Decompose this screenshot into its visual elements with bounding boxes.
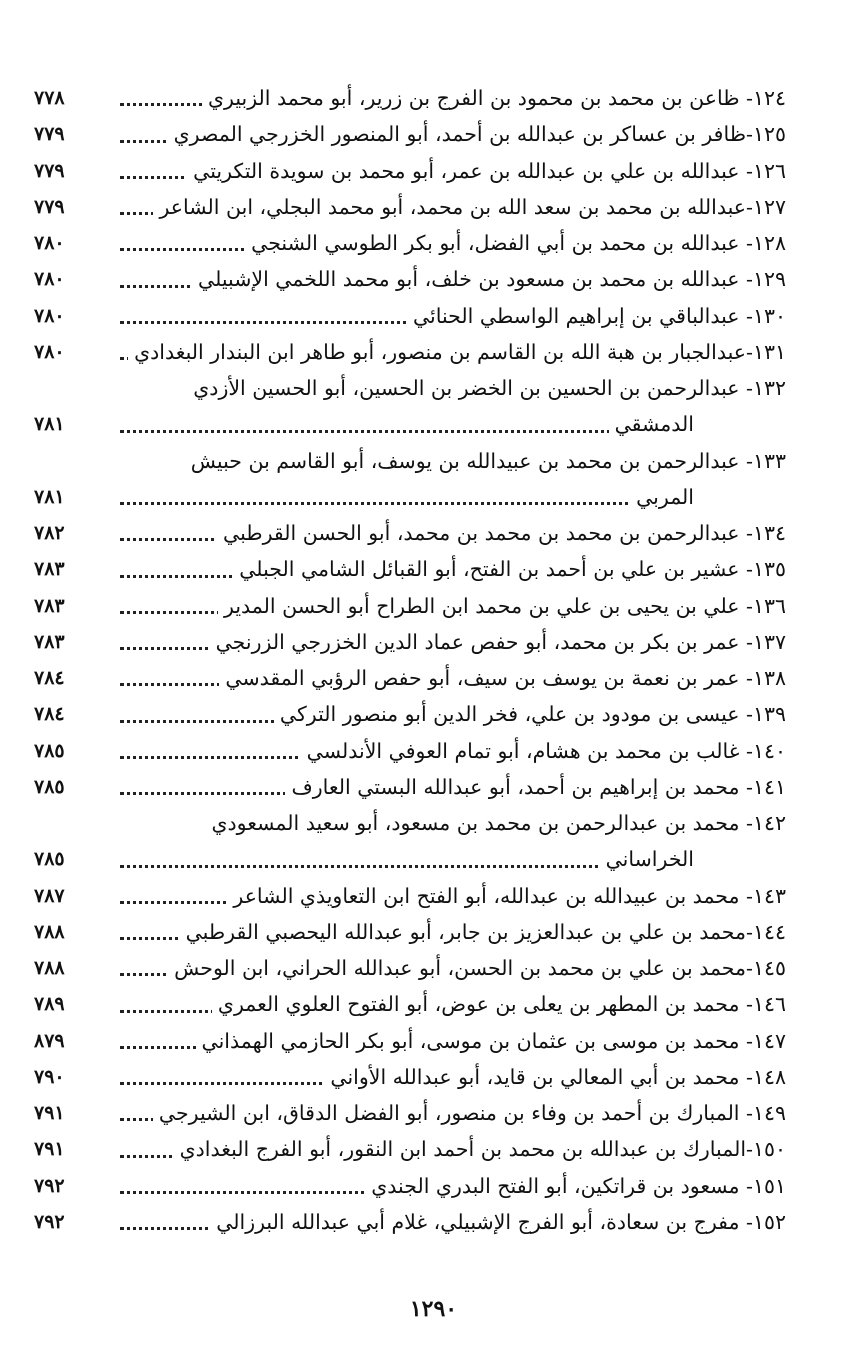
entry-text-cell [120,406,786,442]
entry-text: ١٢٧-عبدالله بن محمد بن سعد الله بن محمد، أبو محمد البجلي، ابن الشاعر [153,195,786,219]
entry-page-number: ٧٨١ [34,413,65,436]
entry-page-number: ٧٨٤ [34,667,65,689]
index-entry [34,1059,786,1095]
entry-text-cell [120,443,786,479]
entry-page-number: ٧٨٠ [34,232,65,254]
entry-text-cell [120,334,786,370]
index-entry-continuation [34,406,786,442]
entry-text: ١٤٤-محمد بن علي بن عبدالعزيز بن جابر، أبو عبدالله اليحصبي القرطبي [180,920,786,944]
entry-page-number: ٨٧٩ [34,1029,65,1052]
entry-text-cell [120,1023,786,1059]
entry-text-cell [120,1059,786,1095]
entry-page-number: ٧٨٠ [34,340,65,363]
entry-page-number: ٧٨٨ [34,920,65,943]
page-number: ١٢٩٠ [409,1296,458,1322]
entry-text: ١٢٥-ظافر بن عساكر بن عبدالله بن أحمد، أبو المنصور الخزرجي المصري [168,122,786,146]
entry-text: ١٣٦- علي بن يحيى بن علي بن محمد ابن الطراح أبو الحسن المدير [218,594,786,618]
entry-text-cell [120,479,786,515]
entry-page-number: ٧٨٣ [34,630,65,653]
entry-text-cell [120,1204,786,1240]
index-entry [34,334,786,370]
entry-page-number: ٧٨٣ [34,594,65,617]
entry-text: ١٤٨- محمد بن أبي المعالي بن قايد، أبو عبدالله الأواني [324,1065,786,1089]
entry-text: ١٣٠- عبدالباقي بن إبراهيم الواسطي الحنائي [407,304,786,328]
entry-text-cell [120,986,786,1022]
entry-text-cell [120,1095,786,1131]
entry-page-number: ٧٨٧ [34,884,65,907]
index-entry [34,515,786,551]
entry-page-number: ٧٩٢ [34,1174,65,1197]
entry-text: الخراساني [600,847,786,871]
entry-page-number: ٧٩٠ [34,1065,65,1088]
entry-text: ١٣٨- عمر بن نعمة بن يوسف بن سيف، أبو حفص الرؤبي المقدسي [219,666,786,690]
entry-text: الدمشقي [609,412,786,436]
entry-text-cell [120,515,786,551]
index-page [34,80,786,1240]
index-entry [34,624,786,660]
entry-text-cell [120,1131,786,1167]
index-entry [34,914,786,950]
index-entry [34,116,786,152]
entry-text-cell [120,298,786,334]
index-entry [34,696,786,732]
entry-text: ١٣٥- عشير بن علي بن أحمد بن الفتح، أبو القبائل الشامي الجبلي [233,557,786,581]
entry-text-cell [120,551,786,587]
entry-text: ١٢٩- عبدالله بن محمد بن مسعود بن خلف، أبو محمد اللخمي الإشبيلي [192,267,786,291]
entry-text: ١٤٩- المبارك بن أحمد بن وفاء بن منصور، أبو الفضل الدقاق، ابن الشيرجي [153,1101,786,1125]
entry-text: ١٣٣- عبدالرحمن بن محمد بن عبيدالله بن يوسف، أبو القاسم بن حبيش [185,449,786,473]
entry-page-number: ٧٨٥ [34,739,65,762]
entry-page-number: ٧٧٩ [34,159,65,182]
entry-text: ١٣٩- عيسى بن مودود بن علي، فخر الدين أبو منصور التركي [274,702,786,726]
entry-text-cell [120,153,786,189]
index-entry [34,80,786,116]
entry-text-cell [120,370,786,406]
entry-page-number: ٧٨٤ [34,703,65,726]
entry-text: ١٤٥-محمد بن علي بن محمد بن الحسن، أبو عبدالله الحراني، ابن الوحش [168,956,786,980]
entry-text-cell [120,1168,786,1204]
index-entry [34,805,786,841]
entry-page-number: ٧٩١ [34,1102,65,1124]
index-entry [34,1023,786,1059]
entry-page-number: ٧٩١ [34,1138,65,1161]
index-entry [34,733,786,769]
entry-page-number: ٧٨٠ [34,304,65,327]
index-entry [34,1168,786,1204]
index-entry [34,769,786,805]
entry-text: ١٥١- مسعود بن قراتكين، أبو الفتح البدري الجندي [365,1174,786,1198]
entry-text: ١٢٤- ظاعن بن محمد بن محمود بن الفرج بن زرير، أبو محمد الزبيري [202,86,786,110]
entry-text: ١٤٧- محمد بن موسى بن عثمان بن موسى، أبو بكر الحازمي الهمذاني [196,1029,786,1053]
entry-text-cell [120,261,786,297]
entry-page-number: ٧٨٩ [34,993,65,1016]
entry-text: ١٤٢- محمد بن عبدالرحمن بن محمد بن مسعود، أبو سعيد المسعودي [205,811,786,835]
index-entry [34,551,786,587]
entry-page-number: ٧٧٨ [34,87,65,109]
entry-page-number: ٧٨٥ [34,848,65,871]
index-entry [34,1204,786,1240]
entry-text-cell [120,769,786,805]
index-entry [34,443,786,479]
entry-text-cell [120,116,786,152]
entry-text: ١٣٢- عبدالرحمن بن الحسين بن الخضر بن الحسين، أبو الحسين الأزدي [187,376,786,400]
entry-page-number: ٧٨٥ [34,775,65,798]
entry-text-cell [120,696,786,732]
entry-page-number: ٧٨٨ [34,957,65,979]
index-entry [34,189,786,225]
entry-text-cell [120,914,786,950]
entry-text: ١٥٢- مفرج بن سعادة، أبو الفرج الإشبيلي، غلام أبي عبدالله البرزالي [210,1210,786,1234]
index-entry [34,153,786,189]
entry-text: ١٢٨- عبدالله بن محمد بن أبي الفضل، أبو بكر الطوسي الشنجي [245,231,786,255]
entry-text: المربي [630,485,786,509]
index-entry [34,261,786,297]
entry-text-cell [120,950,786,986]
entry-text-cell [120,660,786,696]
entry-page-number: ٧٧٩ [34,195,65,218]
index-entry [34,1131,786,1167]
entry-text-cell [120,189,786,225]
entry-page-number: ٧٨٣ [34,558,65,581]
index-entry [34,225,786,261]
entry-text: ١٤٣- محمد بن عبيدالله بن عبدالله، أبو الفتح ابن التعاويذي الشاعر [227,884,786,908]
entry-page-number: ٧٨٠ [34,268,65,291]
entry-page-number: ٧٩٢ [34,1210,65,1233]
index-entry [34,878,786,914]
index-entry-continuation [34,479,786,515]
entry-text-cell [120,878,786,914]
index-entry-continuation [34,841,786,877]
entry-page-number: ٧٨١ [34,485,65,508]
entry-text: ١٣٧- عمر بن بكر بن محمد، أبو حفص عماد الدين الخزرجي الزرنجي [210,630,786,654]
entry-text-cell [120,733,786,769]
index-entry [34,950,786,986]
entry-text-cell [120,841,786,877]
entry-text: ١٤٦- محمد بن المطهر بن يعلى بن عوض، أبو الفتوح العلوي العمري [212,992,786,1016]
entry-text: ١٣١-عبدالجبار بن هبة الله بن القاسم بن منصور، أبو طاهر ابن البندار البغدادي [128,340,786,364]
entry-text: ١٤٠- غالب بن محمد بن هشام، أبو تمام العوفي الأندلسي [301,739,786,763]
index-entry [34,1095,786,1131]
entry-text-cell [120,225,786,261]
index-entry [34,588,786,624]
entry-page-number: ٧٨٢ [34,522,65,544]
entry-text-cell [120,805,786,841]
index-entry [34,986,786,1022]
entry-text-cell [120,588,786,624]
index-entry [34,370,786,406]
index-entry [34,298,786,334]
entry-text-cell [120,624,786,660]
entry-text: ١٣٤- عبدالرحمن بن محمد بن محمد بن محمد، أبو الحسن القرطبي [217,521,786,545]
entry-page-number: ٧٧٩ [34,123,65,146]
entry-text-cell [120,80,786,116]
entry-text: ١٢٦- عبدالله بن علي بن عبدالله بن عمر، أبو محمد بن سويدة التكريتي [187,159,786,183]
index-entry [34,660,786,696]
entry-text: ١٤١- محمد بن إبراهيم بن أحمد، أبو عبدالله البستي العارف [285,775,786,799]
entry-text: ١٥٠-المبارك بن عبدالله بن محمد بن أحمد ابن النقور، أبو الفرج البغدادي [174,1137,786,1161]
